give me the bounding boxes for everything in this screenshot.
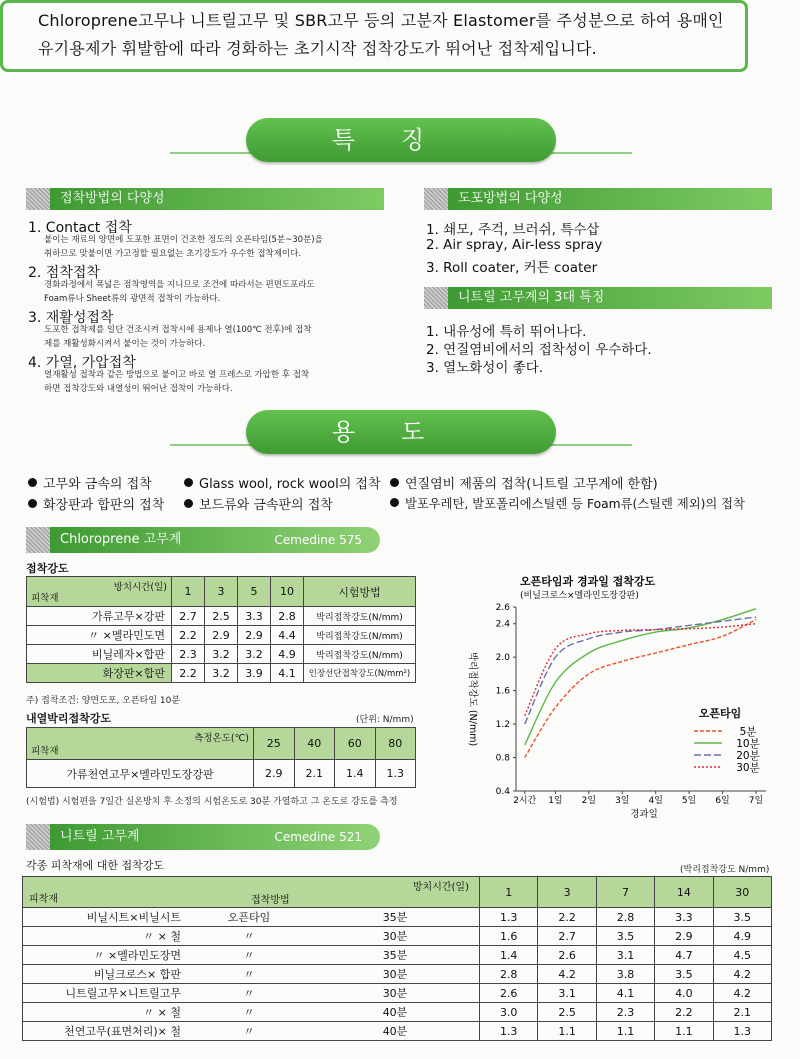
use-item: 보드류와 금속판의 접착 — [184, 494, 333, 513]
temp-header: 40 — [294, 728, 335, 760]
series-line-0 — [525, 620, 756, 758]
legend-title: 오픈타임 — [698, 707, 742, 720]
series-line-3 — [525, 624, 756, 716]
chart-title: 오픈타임과 경과일 접착강도 — [520, 575, 656, 588]
use-item: 발포우레탄, 발포폴리에스틸렌 등 Foam류(스틸렌 제외)의 접착 — [390, 494, 745, 512]
table-row: 비닐시트×비닐시트 오픈타임 35분 1.3 2.2 2.8 3.3 3.5 — [23, 908, 772, 927]
day-header: 30 — [713, 877, 771, 908]
day-header: 10 — [271, 577, 304, 607]
day-header: 1 — [480, 877, 538, 908]
nitrile-features-title: 니트릴 고무계의 3대 특징 — [448, 287, 772, 309]
coat-methods-bar — [424, 188, 772, 210]
coat-methods-title: 도포방법의 다양성 — [448, 188, 772, 210]
nitrile-unit: (박리접착강도 N/mm) — [680, 865, 770, 875]
table-row: 〃 ×멜라민도장면 〃 35분 1.4 2.6 3.1 4.7 4.5 — [23, 946, 772, 965]
bond-item-3-head: 3. 재활성접착 — [28, 310, 114, 326]
table-row: 〃 × 철 〃 40분 3.0 2.5 2.3 2.2 2.1 — [23, 1003, 772, 1022]
chloroprene-header — [50, 527, 380, 553]
bond-item-2-desc: 경화과정에서 폭넓은 점착영역을 지니므로 조건에 따라서는 편면도포라도 Foam류나 Sheet류의 광면적 접착이 가능하다. — [44, 280, 315, 304]
table-row: 가류천연고무×멜라민도장강판 2.9 2.1 1.4 1.3 — [27, 760, 416, 788]
chloroprene-code: Cemedine 575 — [274, 533, 362, 547]
bar-pattern — [424, 188, 448, 210]
day-header: 14 — [655, 877, 713, 908]
use-item: 연질염비 제품의 접착(니트릴 고무계에 한함) — [390, 473, 658, 492]
nitrile-caption: 각종 피착재에 대한 접착강도 — [26, 859, 165, 872]
table-row: 천연고무(표면처리)× 철 〃 40분 1.3 1.1 1.1 1.1 1.3 — [23, 1022, 772, 1041]
x-tick-label: 5일 — [681, 796, 697, 806]
nitrile-feature-2: 2. 연질염비에서의 접착성이 우수하다. — [426, 342, 652, 358]
y-tick-label: 0.8 — [495, 753, 510, 764]
bond-item-1-head: 1. Contact 접착 — [28, 220, 132, 236]
table-row: 비닐레자×합판 2.3 3.2 3.2 4.9 박리접착강도(N/mm) — [27, 645, 416, 664]
day-header: 5 — [238, 577, 271, 607]
x-tick-label: 2시간 — [513, 796, 537, 806]
day-header: 3 — [538, 877, 596, 908]
heat-peel-table — [26, 727, 416, 788]
nitrile-features-bar — [424, 287, 772, 309]
day-header: 1 — [172, 577, 205, 607]
temp-header: 60 — [335, 728, 376, 760]
y-tick-label: 1.6 — [495, 686, 510, 697]
legend-label: 5분 — [739, 726, 757, 738]
legend-label: 30분 — [736, 762, 760, 774]
nitrile-name: 니트릴 고무계 — [60, 829, 140, 844]
table1-corner: 방치시간(일) 피착재 — [27, 577, 172, 607]
tab-pattern — [26, 824, 50, 850]
uses-heading: 용도 — [246, 410, 556, 454]
temp-header: 80 — [375, 728, 416, 760]
features-heading: 특징 — [246, 118, 556, 162]
bond-item-1-desc: 붙이는 재료의 양면에 도포한 표면이 건조한 정도의 오픈타임(5분~30분)을 취하므로 맞붙이면 가고정할 필요없는 초기강도가 우수한 접착제이다. — [44, 235, 323, 259]
table-row: 화장판×합판 2.2 3.2 3.9 4.1 인장선단접착강도(N/mm²) — [27, 664, 416, 683]
x-tick-label: 6일 — [715, 796, 730, 806]
adhesion-strength-table — [26, 576, 416, 683]
x-tick-label: 4일 — [648, 796, 663, 806]
chloroprene-name: Chloroprene 고무계 — [60, 532, 182, 547]
x-tick-label: 7일 — [748, 796, 764, 806]
table-row: 가류고무×강판 2.7 2.5 3.3 2.8 박리접착강도(N/mm) — [27, 607, 416, 626]
temp-header: 25 — [254, 728, 295, 760]
nitrile-table-corner: 방치시간(일) 접착방법 피착재 — [23, 877, 480, 908]
use-item: Glass wool, rock wool의 접착 — [184, 473, 381, 492]
table1-note: 주) 접착조건: 양면도포, 오픈타임 10분 — [26, 696, 181, 706]
chart-subtitle: (비닐크로스×멜라민도장강판) — [520, 591, 639, 601]
open-time-chart — [448, 565, 784, 827]
intro-box — [0, 0, 748, 72]
nitrile-header — [50, 824, 380, 850]
bond-methods-title: 접착방법의 다양성 — [50, 188, 384, 210]
legend-label: 10분 — [736, 738, 760, 750]
table2-note: (시험법) 시험편을 7일간 실온방치 후 소정의 시험온도로 30분 가열하고 그 온도로 강도를 측정 — [26, 797, 398, 807]
bond-methods-bar — [26, 188, 384, 210]
nitrile-feature-3: 3. 열노화성이 좋다. — [426, 360, 544, 376]
table2-corner: 측정온도(℃) 피착재 — [27, 728, 254, 760]
intro-line-1: Chloroprene고무나 니트릴고무 및 SBR고무 등의 고분자 Elastomer를 주성분으로 하여 용매인 — [38, 11, 724, 30]
legend-label: 20분 — [736, 750, 760, 762]
tab-pattern — [26, 527, 50, 553]
coat-item-1: 1. 쇄모, 주걱, 브러쉬, 특수삽 — [426, 222, 600, 238]
bond-item-3-desc: 도포한 접착제를 일단 건조시켜 접착시에 용제나 열(100℃ 전후)에 접착 제를 재활성화시켜서 붙이는 것이 가능하다. — [44, 325, 312, 349]
coat-item-2: 2. Air spray, Air-less spray — [426, 237, 603, 253]
day-header: 3 — [205, 577, 238, 607]
x-tick-label: 3일 — [615, 796, 630, 806]
table1-caption: 접착강도 — [26, 562, 69, 575]
table-row: 〃 ×멜라민도면 2.2 2.9 2.9 4.4 박리접착강도(N/mm) — [27, 626, 416, 645]
method-header: 시험방법 — [304, 577, 416, 607]
bar-pattern — [424, 287, 448, 309]
x-tick-label: 2일 — [581, 796, 597, 806]
bond-item-4-head: 4. 가열, 가압접착 — [28, 355, 136, 371]
table-row: 니트릴고무×니트릴고무 〃 30분 2.6 3.1 4.1 4.0 4.2 — [23, 984, 772, 1003]
x-tick-label: 1일 — [548, 796, 563, 806]
y-tick-label: 0.4 — [495, 787, 510, 797]
series-line-1 — [525, 609, 756, 745]
y-tick-label: 1.2 — [495, 720, 510, 731]
bar-pattern — [26, 188, 50, 210]
table2-caption: 내열박리접착강도 — [26, 712, 112, 725]
nitrile-code: Cemedine 521 — [274, 830, 362, 844]
table2-unit: (단위: N/mm) — [356, 715, 414, 725]
y-tick-label: 2.4 — [495, 619, 510, 630]
nitrile-feature-1: 1. 내유성에 특히 뛰어나다. — [426, 324, 587, 340]
coat-item-3: 3. Roll coater, 커튼 coater — [426, 260, 598, 276]
nitrile-adhesion-table — [22, 876, 772, 1041]
table-row: 〃 × 철 〃 30분 1.6 2.7 3.5 2.9 4.9 — [23, 927, 772, 946]
bond-item-2-head: 2. 점착접착 — [28, 265, 100, 281]
bond-item-4-desc: 열재활성 접착과 같은 방법으로 붙이고 바로 열 프레스로 가압한 후 접착 하면 접착강도와 내열성이 뛰어난 접착이 가능하다. — [44, 370, 310, 394]
table-row: 비닐크로스× 합판 〃 30분 2.8 4.2 3.8 3.5 4.2 — [23, 965, 772, 984]
day-header: 7 — [596, 877, 654, 908]
use-item: 화장판과 합판의 접착 — [28, 494, 164, 513]
intro-line-2: 유기용제가 휘발함에 따라 경화하는 초기시작 접착강도가 뛰어난 접착제입니다. — [38, 39, 597, 58]
use-item: 고무와 금속의 접착 — [28, 473, 152, 492]
y-tick-label: 2.0 — [495, 653, 510, 664]
y-tick-label: 2.6 — [495, 603, 510, 613]
x-axis-label: 경과일 — [630, 809, 658, 820]
y-axis-label: 박리접착강도 (N/mm) — [467, 651, 478, 747]
